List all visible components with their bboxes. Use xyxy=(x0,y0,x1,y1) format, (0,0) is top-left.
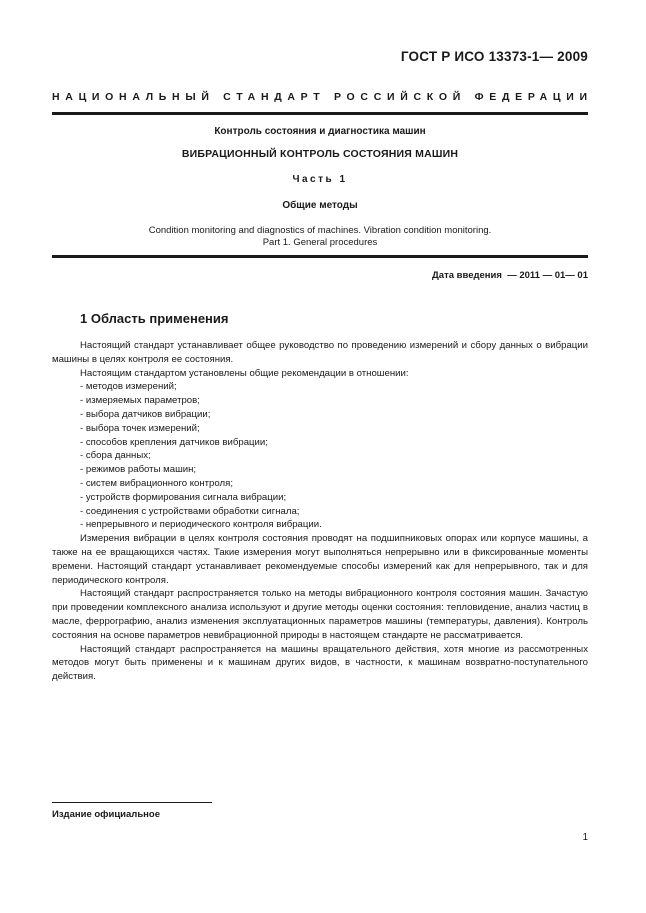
title-line-2: ВИБРАЦИОННЫЙ КОНТРОЛЬ СОСТОЯНИЯ МАШИН xyxy=(181,148,459,160)
introduction-date: Дата введения — 2011 — 01— 01 xyxy=(432,270,588,281)
title-line-1: Контроль состояния и диагностика машин xyxy=(214,126,426,137)
paragraph-4: Настоящий стандарт распространяется только на методы вибрационного контроля состояния машин. Зачастую при проведении комплексного анализа используют и другие методы оценки состояния: тепловидение, анализ частиц в масле, феррографию, анализ изменения эксплуатационных параметров машины (температуры, давления). Контроль состояния на основе параметров невибрационной природы в настоящем стандарте не рассматривается. xyxy=(52,588,588,641)
title-divider xyxy=(52,255,588,258)
national-standard-heading: НАЦИОНАЛЬНЫЙ СТАНДАРТ РОССИЙСКОЙ ФЕДЕРАЦИИ xyxy=(52,91,593,103)
header-divider xyxy=(52,112,588,115)
subtitle: Общие методы xyxy=(282,200,358,211)
list-item: - режимов работы машин; xyxy=(80,464,197,476)
list-item: - систем вибрационного контроля; xyxy=(80,477,233,489)
page-number: 1 xyxy=(582,832,588,843)
paragraph-5: Настоящий стандарт распространяется на машины вращательного действия, хотя многие из рассмотренных методов могут быть применены и к машинам других видов, в частности, к машинам возвратно-поступательного действия. xyxy=(52,643,588,683)
list-item: - измеряемых параметров; xyxy=(80,395,200,407)
list-item: - соединения с устройствами обработки сигнала; xyxy=(80,505,300,517)
section-title: 1 Область применения xyxy=(80,311,229,326)
list-item: - способов крепления датчиков вибрации; xyxy=(80,436,268,448)
english-title xyxy=(52,225,588,249)
edition-label: Издание официальное xyxy=(52,809,160,820)
list-item: - выбора точек измерений; xyxy=(80,422,200,434)
paragraph-2: Настоящим стандартом установлены общие рекомендации в отношении: xyxy=(80,367,409,379)
list-item: - методов измерений; xyxy=(80,381,177,393)
english-title-line-1: Condition monitoring and diagnostics of machines. Vibration condition monitoring. xyxy=(148,225,492,236)
list-item: - выбора датчиков вибрации; xyxy=(80,408,211,420)
list-item: - сбора данных; xyxy=(80,450,151,462)
section-body xyxy=(52,339,588,684)
part-label: Часть 1 xyxy=(292,174,348,185)
list-item: - непрерывного и периодического контроля вибрации. xyxy=(80,519,322,531)
list-item: - устройств формирования сигнала вибрации; xyxy=(80,491,287,503)
english-title-line-2: Part 1. General procedures xyxy=(262,237,378,248)
paragraph-1: Настоящий стандарт устанавливает общее руководство по проведению измерений и сбору данных о вибрации машины в целях контроля ее состояния. xyxy=(52,340,588,365)
paragraph-3: Измерения вибрации в целях контроля состояния проводят на подшипниковых опорах или корпусе машины, а также на ее вращающихся частях. Такие измерения могут выполняться непрерывно или в фиксированные моменты времени. Настоящий стандарт устанавливает рекомендуемые способы измерений как для непрерывного, так и для периодического контроля. xyxy=(52,533,588,586)
footer-divider xyxy=(52,802,212,803)
document-code: ГОСТ Р ИСО 13373-1— 2009 xyxy=(400,49,588,64)
